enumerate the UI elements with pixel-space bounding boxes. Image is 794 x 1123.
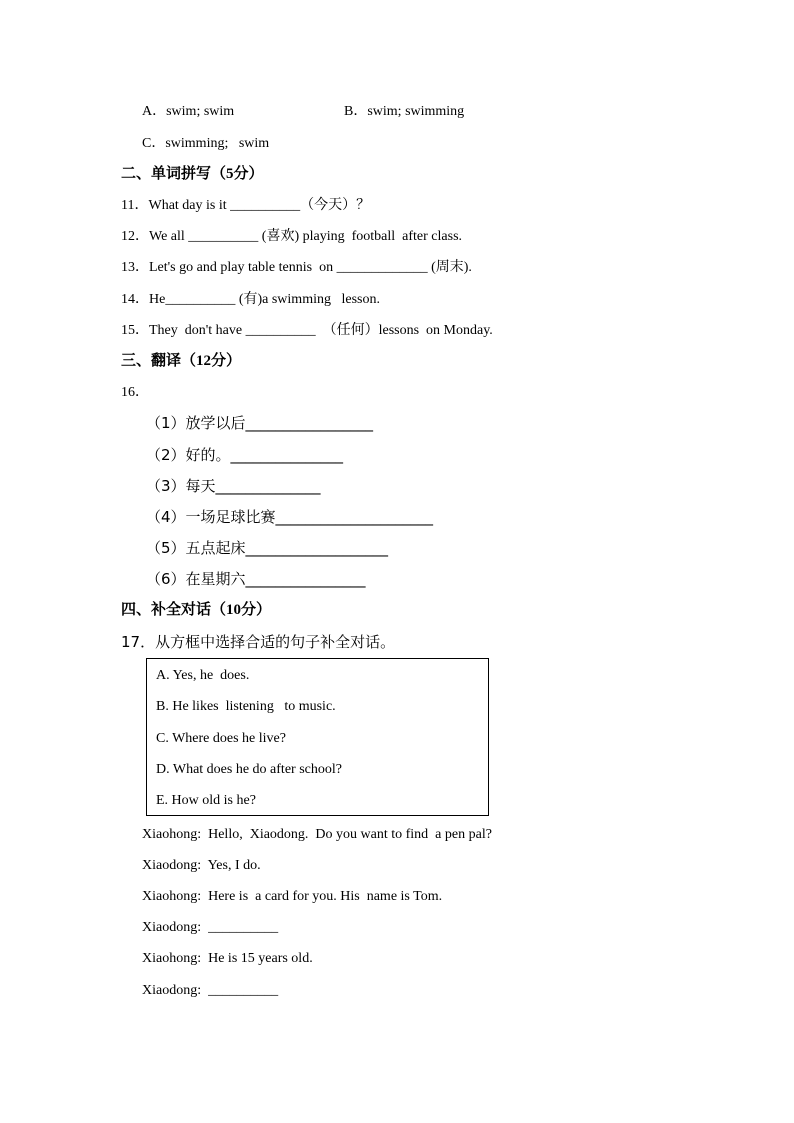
question-14: 14．He__________ (有)a swimming lesson. xyxy=(121,292,380,307)
option-b: B．swim; swimming xyxy=(344,104,465,119)
translation-item: （3）每天______________ xyxy=(146,477,321,495)
translation-item: （5）五点起床___________________ xyxy=(146,539,389,557)
question-12: 12．We all __________ (喜欢) playing football after class. xyxy=(121,229,463,244)
option-c: C．swimming; swim xyxy=(142,136,270,151)
dialogue-line: Xiaodong: __________ xyxy=(142,920,279,935)
section-3-header: 三、翻译（12分） xyxy=(121,353,242,369)
choice-item: A. Yes, he does. xyxy=(156,668,250,683)
question-13: 13．Let's go and play table tennis on _____________ (周末). xyxy=(121,260,472,275)
choice-item: B. He likes listening to music. xyxy=(156,699,336,714)
section-4-header: 四、补全对话（10分） xyxy=(121,602,272,618)
dialogue-line: Xiaohong: Here is a card for you. His name is Tom. xyxy=(142,889,443,904)
question-17: 17．从方框中选择合适的句子补全对话。 xyxy=(121,633,396,651)
choice-item: E. How old is he? xyxy=(156,793,256,808)
translation-item: （4）一场足球比赛_____________________ xyxy=(146,508,434,526)
dialogue-line: Xiaohong: Hello, Xiaodong. Do you want to find a pen pal? xyxy=(142,827,492,842)
dialogue-line: Xiaodong: __________ xyxy=(142,983,279,998)
translation-item: （1）放学以后_________________ xyxy=(146,414,374,432)
dialogue-line: Xiaohong: He is 15 years old. xyxy=(142,951,313,966)
option-a: A．swim; swim xyxy=(142,104,235,119)
choice-item: C. Where does he live? xyxy=(156,731,286,746)
translation-item: （6）在星期六________________ xyxy=(146,570,366,588)
choice-item: D. What does he do after school? xyxy=(156,762,342,777)
question-15: 15．They don't have __________ （任何）lessons on Monday. xyxy=(121,323,493,338)
section-2-header: 二、单词拼写（5分） xyxy=(121,166,264,182)
dialogue-line: Xiaodong: Yes, I do. xyxy=(142,858,261,873)
question-11: 11．What day is it __________（今天）？ xyxy=(121,198,371,213)
translation-item: （2）好的。_______________ xyxy=(146,446,344,464)
question-16: 16． xyxy=(121,385,149,400)
